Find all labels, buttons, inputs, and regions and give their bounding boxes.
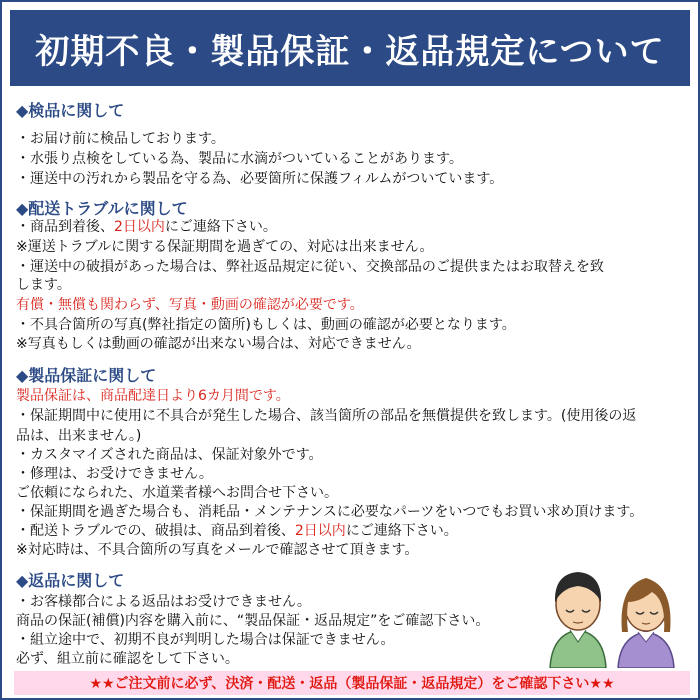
bowing-man-illustration [550,572,606,668]
warranty-line: ・保証期間を過ぎた場合も、消耗品・メンテナンスに必要なパーツをいつでもお買い求め頂けます。 [16,504,644,520]
delivery-warning: 有償・無償も関わらず、写真・動画の確認が必要です。 [16,297,364,313]
inspection-line: ・水張り点検をしている為、製品に水滴がついていることがあります。 [16,151,463,167]
page-title: 初期不良・製品保証・返品規定について [35,31,665,72]
title-banner [10,10,690,86]
warranty-line: ・カスタマイズされた商品は、保証対象外です。 [16,447,323,463]
inspection-line: ・運送中の汚れから製品を守る為、必要箇所に保護フィルムがついています。 [16,171,504,187]
returns-line: ・組立途中で、初期不良が判明した場合は保証できません。 [16,632,395,648]
section-heading-returns: ◆返品に関して [16,571,125,590]
delivery-line: ・不具合箇所の写真(弊社指定の箇所)もしくは、動画の確認が必要となります。 [16,317,516,333]
bowing-woman-illustration [618,578,674,668]
deadline-highlight: 2日以内 [294,523,346,539]
returns-line: 商品の保証(補償)内容を購入前に、“製品保証・返品規定”をご確認下さい。 [16,613,490,629]
delivery-line-text: にご連絡下さい。 [164,219,277,235]
warranty-line: ・修理は、お受けできません。 [16,466,213,482]
delivery-line: します。 [16,277,71,293]
warranty-line: ※対応時は、不具合箇所の写真をメールで確認させて頂きます。 [16,542,419,558]
delivery-line: ※写真もしくは動画の確認が出来ない場合は、対応できません。 [16,336,421,352]
delivery-line [16,218,277,236]
returns-line: ・お客様都合による返品はお受けできません。 [16,594,311,610]
deadline-highlight: 2日以内 [114,219,165,235]
warranty-line [16,522,458,540]
warranty-line-text: にご連絡下さい。 [345,523,458,539]
warranty-line: 品は、出来ません。) [16,428,142,444]
warranty-period: 製品保証は、商品配達日より6カ月間です。 [16,388,290,404]
order-notice-text: ★★ご注文前に必ず、決済・配送・返品（製品保証・返品規定）をご確認下さい★★ [89,676,615,692]
delivery-line: ※運送トラブルに関する保証期間を過ぎての、対応は出来ません。 [16,239,434,255]
section-heading-warranty: ◆製品保証に関して [16,366,157,385]
delivery-line: ・運送中の破損があった場合は、弊社返品規定に従い、交換部品のご提供またはお取替えを致 [16,259,604,275]
section-heading-delivery: ◆配送トラブルに関して [16,199,188,218]
returns-line: 必ず、組立前に確認をして下さい。 [16,651,239,667]
warranty-line-text: ・配送トラブルでの、破損は、商品到着後、 [16,523,295,539]
bowing-people-illustration [542,556,682,668]
warranty-line: ・保証期間中に使用に不具合が発生した場合、該当箇所の部品を無償提供を致します。(使用後の返 [16,408,637,424]
delivery-line-text: ・商品到着後、 [16,219,114,235]
warranty-line: ご依頼になられた、水道業者様へお問合せ下さい。 [16,485,338,501]
inspection-line: ・お届け前に検品しております。 [16,131,225,147]
order-notice-banner [14,671,690,695]
section-heading-inspection: ◆検品に関して [16,101,125,120]
